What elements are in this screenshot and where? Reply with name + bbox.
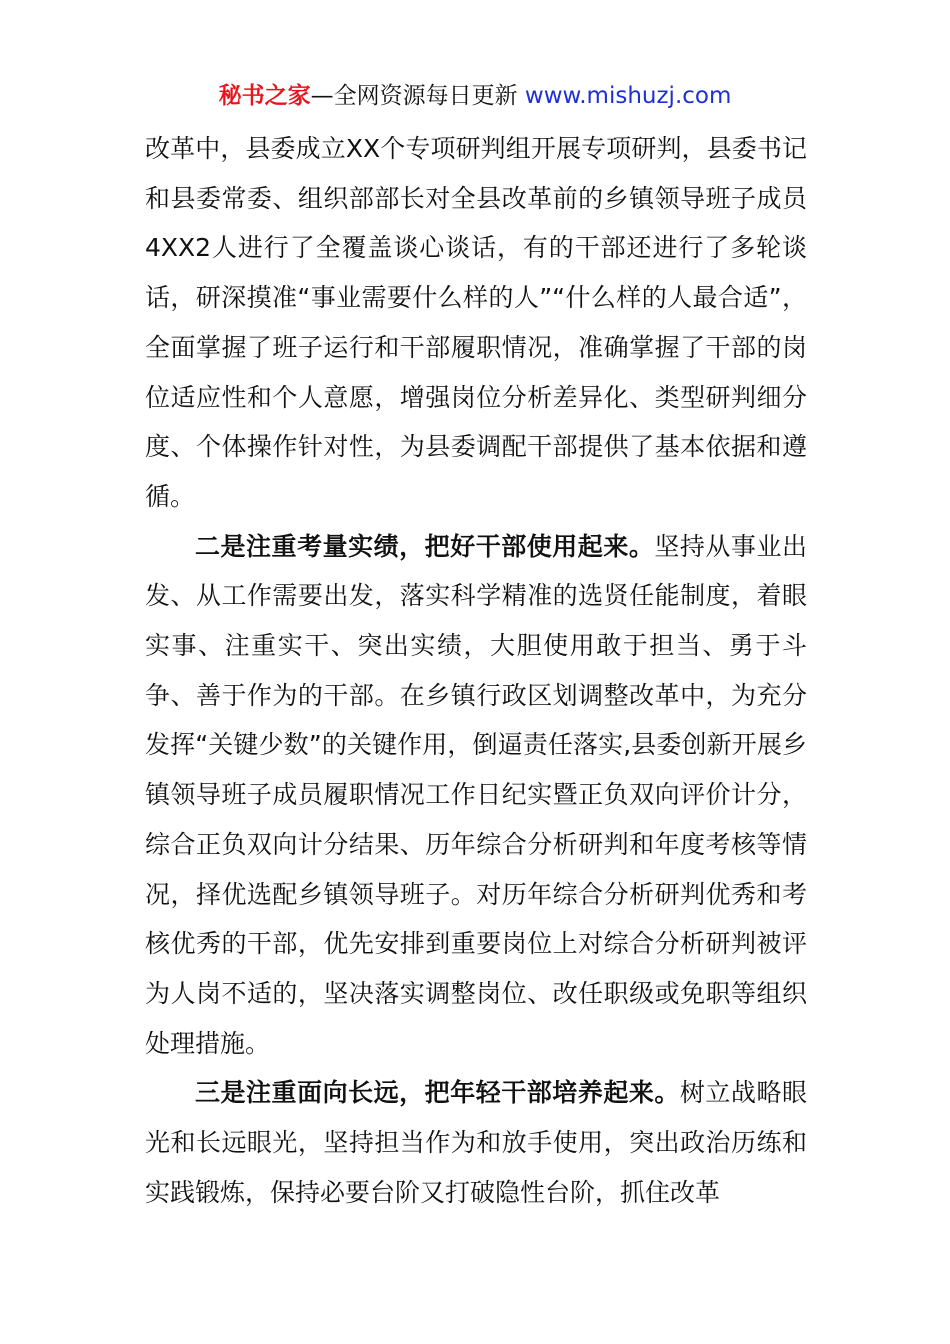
paragraph-continuation xyxy=(145,124,807,522)
site-url-link[interactable]: www.mishuzj.com xyxy=(524,83,732,109)
paragraph-text: 改革中，县委成立XX个专项研判组开展专项研判，县委书记和县委常委、组织部部长对全县改革前的乡镇领导班子成员4XX2人进行了全覆盖谈心谈话，有的干部还进行了多轮谈话，研深摸准“事业需要什么样的人”“什么样的人最合适”，全面掌握了班子运行和干部履职情况，准确掌握了干部的岗位适应性和个人意愿，增强岗位分析差异化、类型研判细分度、个体操作针对性，为县委调配干部提供了基本依据和遵循。 xyxy=(145,134,807,511)
document-body xyxy=(145,124,807,1217)
paragraph-lead-heading: 三是注重面向长远，把年轻干部培养起来。 xyxy=(195,1078,680,1108)
paragraph-text: 坚持从事业出发、从工作需要出发，落实科学精准的选贤任能制度，着眼实事、注重实干、突出实绩，大胆使用敢于担当、勇于斗争、善于作为的干部。在乡镇行政区划调整改革中，为充分发挥“关键少数”的关键作用，倒逼责任落实,县委创新开展乡镇领导班子成员履职情况工作日纪实暨正负双向评价计分，综合正负双向计分结果、历年综合分析研判和年度考核等情况，择优选配乡镇领导班子。对历年综合分析研判优秀和考核优秀的干部，优先安排到重要岗位上对综合分析研判被评为人岗不适的，坚决落实调整岗位、改任职级或免职等组织处理措施。 xyxy=(145,531,807,1058)
paragraph-point-two xyxy=(145,522,807,1069)
site-header xyxy=(0,80,950,112)
brand-name: 秘书之家 xyxy=(218,83,311,109)
paragraph-text: 树立战略眼光和长远眼光，坚持担当作为和放手使用，突出政治历练和实践锻炼，保持必要台阶又打破隐性台阶，抓住改革 xyxy=(145,1078,807,1207)
paragraph-point-three xyxy=(145,1068,807,1217)
paragraph-lead-heading: 二是注重考量实绩，把好干部使用起来。 xyxy=(195,531,655,561)
header-tagline: —全网资源每日更新 xyxy=(310,83,525,109)
